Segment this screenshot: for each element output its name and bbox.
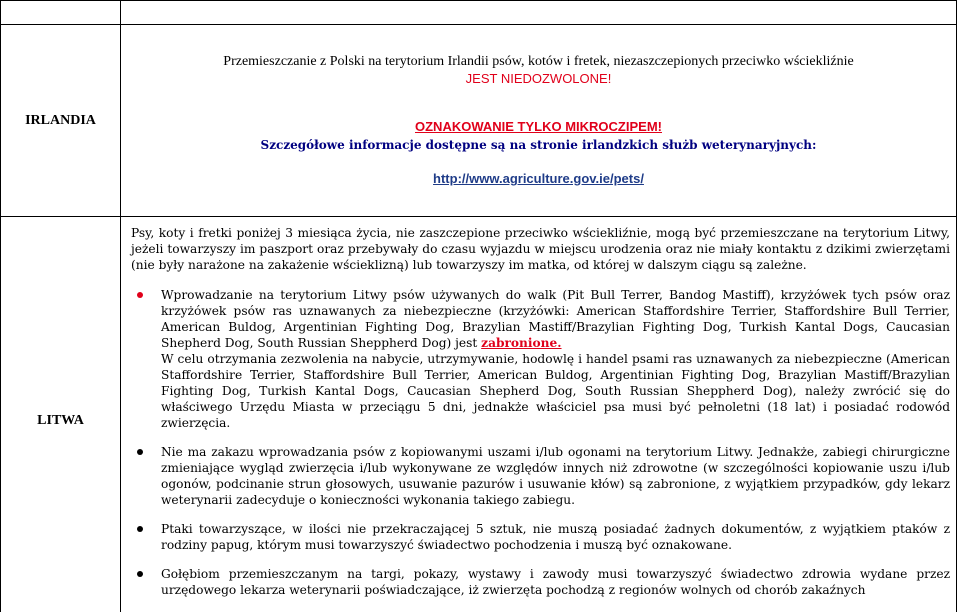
lithuania-row bbox=[1, 217, 957, 612]
empty-cell bbox=[121, 1, 957, 25]
ireland-content bbox=[121, 25, 957, 217]
list-item bbox=[161, 566, 950, 598]
top-empty-row bbox=[1, 1, 957, 25]
ireland-row bbox=[1, 25, 957, 217]
list-item bbox=[161, 521, 950, 553]
empty-cell bbox=[1, 1, 121, 25]
ireland-agriculture-link[interactable]: http://www.agriculture.gov.ie/pets/ bbox=[433, 171, 644, 186]
dangerous-breeds-permit-rule: W celu otrzymania zezwolenia na nabycie, utrzymywanie, hodowlę i handel psami ras uznawanych za niebezpieczne (American Staffordshire Terrier, Staffordshire Bull Terrier, American Buldog, Argentinian Fighting Dog, Brazylian Mastiff/Brazylian Fighting Dog, Turkish Kantal Dogs, Caucasian Shepherd Dog, South Russian Sheppherd Dog), należy zwrócić się do właściwego Urzędu Miasta w przeciągu 5 dni, jednakże właściciel psa musi być pełnoletni (18 lat) i posiadać rodowód zwierzęcia. bbox=[161, 352, 950, 430]
ireland-info-text: Szczegółowe informacje dostępne są na stronie irlandzkich służb weterynaryjnych: bbox=[260, 138, 817, 152]
list-item bbox=[161, 287, 950, 431]
lithuania-content bbox=[121, 217, 957, 612]
forbidden-label: zabronione. bbox=[481, 336, 562, 350]
lithuania-rules-list bbox=[131, 287, 950, 598]
country-name-ireland: IRLANDIA bbox=[1, 25, 121, 217]
list-item bbox=[161, 444, 950, 508]
red-bullet-icon bbox=[137, 292, 143, 298]
fighting-dogs-rule: Wprowadzanie na terytorium Litwy psów używanych do walk (Pit Bull Terrer, Bandog Mastiff), krzyżówek tych psów oraz krzyżówek psów ras uznawanych za niebezpieczne (krzyżówki: American Staffordshire Terrier, Staffordshire Bull Terrier, American Buldog, Argentinian Fighting Dog, Brazylian Mastiff/Brazylian Fighting Dog, Turkish Kantal Dogs, Caucasian Shepherd Dog, South Russian Sheppherd Dog) jest bbox=[161, 288, 950, 350]
ireland-not-allowed: JEST NIEDOZWOLONE! bbox=[465, 71, 612, 86]
ireland-intro-text: Przemieszczanie z Polski na terytorium Irlandii psów, kotów i fretek, niezaszczepionych przeciwko wściekliźnie bbox=[223, 54, 854, 69]
pigeons-rule: Gołębiom przemieszczanym na targi, pokazy, wystawy i zawody musi towarzyszyć świadectwo zdrowia wydane przez urzędowego lekarza weterynarii poświadczające, iż zwierzęta pochodzą z regionów wolnych od chorób zakaźnych bbox=[161, 567, 950, 597]
ireland-intro bbox=[121, 53, 956, 88]
country-name-lithuania: LITWA bbox=[1, 217, 121, 612]
black-bullet-icon bbox=[137, 449, 143, 455]
cropped-ears-rule: Nie ma zakazu wprowadzania psów z kopiowanymi uszami i/lub ogonami na terytorium Litwy. Jednakże, zabiegi chirurgiczne zmieniające wygląd zwierzęcia i/lub wykonywane ze względów innych niż zdrowotne (w szczególności kopiowanie uszu i/lub ogonów, podcinanie strun głosowych, usuwanie pazurów i usuwanie kłów) są zabronione, z wyjątkiem przypadków, gdy lekarz weterynarii zadecyduje o konieczności wykonania takiego zabiegu. bbox=[161, 445, 950, 507]
birds-rule: Ptaki towarzyszące, w ilości nie przekraczającej 5 sztuk, nie muszą posiadać żadnych dokumentów, z wyjątkiem ptaków z rodziny papug, którym musi towarzyszyć świadectwo pochodzenia i muszą być oznakowane. bbox=[161, 522, 950, 552]
lithuania-intro: Psy, koty i fretki poniżej 3 miesiąca życia, nie zaszczepione przeciwko wściekliźnie, mogą być przemieszczane na terytorium Litwy, jeżeli towarzyszy im paszport oraz przebywały do czasu wyjazdu w miejscu urodzenia oraz nie miały kontaktu z dzikimi zwierzętami (nie były narażone na zakażenie wścieklizną) lub towarzyszy im matka, od której w dalszym ciągu są zależne. bbox=[131, 226, 950, 272]
ireland-microchip-warning: OZNAKOWANIE TYLKO MIKROCZIPEM! bbox=[415, 119, 662, 134]
black-bullet-icon bbox=[137, 571, 143, 577]
black-bullet-icon bbox=[137, 526, 143, 532]
